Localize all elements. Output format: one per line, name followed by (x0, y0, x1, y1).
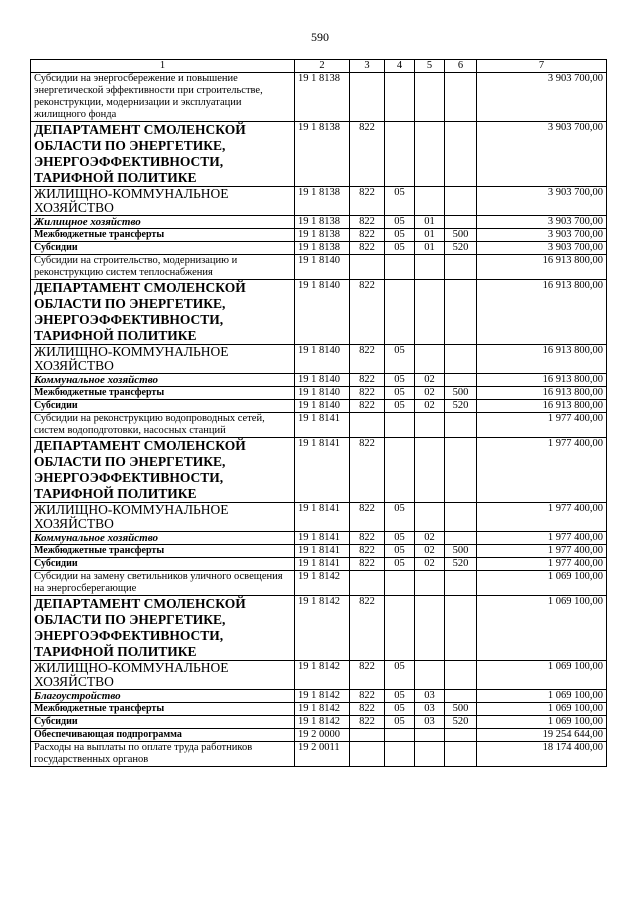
row-name-cell: ЖИЛИЩНО-КОММУНАЛЬНОЕ ХОЗЯЙСТВО (31, 661, 295, 690)
amount-cell: 16 913 800,00 (477, 280, 607, 345)
target-article-code-cell: 19 1 8140 (295, 345, 350, 374)
expense-type-code-cell (445, 413, 477, 438)
amount-cell: 3 903 700,00 (477, 187, 607, 216)
subsection-code-cell (415, 729, 445, 742)
expense-type-code-cell (445, 345, 477, 374)
table-row (31, 716, 607, 729)
target-article-code-cell: 19 1 8141 (295, 413, 350, 438)
row-name-cell: Межбюджетные трансферты (31, 387, 295, 400)
expense-type-code-cell (445, 438, 477, 503)
section-code-cell: 05 (385, 545, 415, 558)
department-code-cell: 822 (350, 187, 385, 216)
table-row (31, 503, 607, 532)
expense-type-code-cell: 500 (445, 703, 477, 716)
expense-type-code-cell (445, 374, 477, 387)
table-row (31, 187, 607, 216)
amount-cell: 1 069 100,00 (477, 661, 607, 690)
department-code-cell (350, 729, 385, 742)
target-article-code-cell: 19 1 8138 (295, 216, 350, 229)
table-row (31, 545, 607, 558)
subsection-code-cell: 03 (415, 690, 445, 703)
table-row (31, 73, 607, 122)
target-article-code-cell: 19 1 8141 (295, 532, 350, 545)
column-header: 6 (445, 60, 477, 73)
expense-type-code-cell: 520 (445, 716, 477, 729)
amount-cell: 1 069 100,00 (477, 571, 607, 596)
table-row (31, 387, 607, 400)
subsection-code-cell (415, 413, 445, 438)
table-row (31, 571, 607, 596)
subsection-code-cell: 02 (415, 387, 445, 400)
row-name-cell: Обеспечивающая подпрограмма (31, 729, 295, 742)
subsection-code-cell (415, 122, 445, 187)
expense-type-code-cell (445, 255, 477, 280)
target-article-code-cell: 19 1 8142 (295, 661, 350, 690)
expense-type-code-cell (445, 187, 477, 216)
section-code-cell: 05 (385, 387, 415, 400)
amount-cell: 16 913 800,00 (477, 400, 607, 413)
row-name-cell: ДЕПАРТАМЕНТ СМОЛЕНСКОЙ ОБЛАСТИ ПО ЭНЕРГЕТИКЕ, ЭНЕРГОЭФФЕКТИВНОСТИ, ТАРИФНОЙ ПОЛИТИКЕ (31, 596, 295, 661)
section-code-cell: 05 (385, 503, 415, 532)
amount-cell: 16 913 800,00 (477, 374, 607, 387)
subsection-code-cell: 03 (415, 703, 445, 716)
expense-type-code-cell (445, 122, 477, 187)
subsection-code-cell: 01 (415, 216, 445, 229)
subsection-code-cell (415, 438, 445, 503)
department-code-cell: 822 (350, 596, 385, 661)
department-code-cell (350, 742, 385, 767)
table-row (31, 216, 607, 229)
department-code-cell (350, 255, 385, 280)
table-row (31, 255, 607, 280)
budget-table (30, 59, 607, 767)
section-code-cell: 05 (385, 216, 415, 229)
section-code-cell (385, 729, 415, 742)
target-article-code-cell: 19 2 0011 (295, 742, 350, 767)
target-article-code-cell: 19 1 8138 (295, 73, 350, 122)
section-code-cell (385, 73, 415, 122)
department-code-cell: 822 (350, 122, 385, 187)
table-row (31, 690, 607, 703)
amount-cell: 18 174 400,00 (477, 742, 607, 767)
page-number: 590 (311, 30, 329, 44)
header-row (31, 60, 607, 73)
table-row (31, 345, 607, 374)
table-row (31, 729, 607, 742)
target-article-code-cell: 19 2 0000 (295, 729, 350, 742)
section-code-cell: 05 (385, 716, 415, 729)
expense-type-code-cell (445, 280, 477, 345)
expense-type-code-cell (445, 690, 477, 703)
amount-cell: 3 903 700,00 (477, 122, 607, 187)
expense-type-code-cell (445, 73, 477, 122)
subsection-code-cell (415, 571, 445, 596)
target-article-code-cell: 19 1 8138 (295, 242, 350, 255)
amount-cell: 1 977 400,00 (477, 532, 607, 545)
row-name-cell: ЖИЛИЩНО-КОММУНАЛЬНОЕ ХОЗЯЙСТВО (31, 503, 295, 532)
section-code-cell (385, 438, 415, 503)
table-row (31, 661, 607, 690)
department-code-cell: 822 (350, 503, 385, 532)
row-name-cell: Субсидии (31, 558, 295, 571)
row-name-cell: Межбюджетные трансферты (31, 703, 295, 716)
target-article-code-cell: 19 1 8138 (295, 122, 350, 187)
section-code-cell: 05 (385, 345, 415, 374)
target-article-code-cell: 19 1 8138 (295, 229, 350, 242)
amount-cell: 19 254 644,00 (477, 729, 607, 742)
amount-cell: 1 977 400,00 (477, 558, 607, 571)
table-row (31, 413, 607, 438)
subsection-code-cell (415, 255, 445, 280)
table-body (31, 73, 607, 767)
department-code-cell: 822 (350, 345, 385, 374)
row-name-cell: Субсидии на энергосбережение и повышение энергетической эффективности при строительстве, реконструкции, модернизации и эксплуатации жилищного фонда (31, 73, 295, 122)
target-article-code-cell: 19 1 8142 (295, 716, 350, 729)
table-row (31, 558, 607, 571)
subsection-code-cell (415, 596, 445, 661)
subsection-code-cell: 02 (415, 532, 445, 545)
amount-cell: 16 913 800,00 (477, 387, 607, 400)
row-name-cell: ЖИЛИЩНО-КОММУНАЛЬНОЕ ХОЗЯЙСТВО (31, 187, 295, 216)
section-code-cell: 05 (385, 374, 415, 387)
expense-type-code-cell (445, 742, 477, 767)
column-header: 1 (31, 60, 295, 73)
department-code-cell: 822 (350, 438, 385, 503)
amount-cell: 1 069 100,00 (477, 690, 607, 703)
subsection-code-cell: 03 (415, 716, 445, 729)
subsection-code-cell (415, 503, 445, 532)
subsection-code-cell: 02 (415, 400, 445, 413)
subsection-code-cell (415, 73, 445, 122)
department-code-cell: 822 (350, 374, 385, 387)
section-code-cell: 05 (385, 661, 415, 690)
expense-type-code-cell: 500 (445, 545, 477, 558)
row-name-cell: Жилищное хозяйство (31, 216, 295, 229)
amount-cell: 1 069 100,00 (477, 596, 607, 661)
section-code-cell: 05 (385, 187, 415, 216)
table-row (31, 280, 607, 345)
expense-type-code-cell (445, 661, 477, 690)
target-article-code-cell: 19 1 8140 (295, 387, 350, 400)
column-header: 3 (350, 60, 385, 73)
section-code-cell: 05 (385, 558, 415, 571)
subsection-code-cell (415, 187, 445, 216)
table-row (31, 374, 607, 387)
row-name-cell: Коммунальное хозяйство (31, 374, 295, 387)
row-name-cell: Коммунальное хозяйство (31, 532, 295, 545)
department-code-cell: 822 (350, 716, 385, 729)
subsection-code-cell: 02 (415, 558, 445, 571)
section-code-cell (385, 596, 415, 661)
amount-cell: 1 977 400,00 (477, 545, 607, 558)
department-code-cell: 822 (350, 545, 385, 558)
section-code-cell: 05 (385, 690, 415, 703)
table-row (31, 596, 607, 661)
subsection-code-cell: 02 (415, 545, 445, 558)
subsection-code-cell (415, 280, 445, 345)
subsection-code-cell (415, 661, 445, 690)
amount-cell: 3 903 700,00 (477, 229, 607, 242)
subsection-code-cell (415, 742, 445, 767)
section-code-cell (385, 413, 415, 438)
row-name-cell: Благоустройство (31, 690, 295, 703)
column-header: 2 (295, 60, 350, 73)
expense-type-code-cell (445, 532, 477, 545)
department-code-cell: 822 (350, 703, 385, 716)
target-article-code-cell: 19 1 8142 (295, 703, 350, 716)
target-article-code-cell: 19 1 8138 (295, 187, 350, 216)
section-code-cell (385, 280, 415, 345)
department-code-cell: 822 (350, 558, 385, 571)
row-name-cell: Субсидии на реконструкцию водопроводных сетей, систем водоподготовки, насосных станций (31, 413, 295, 438)
table-row (31, 229, 607, 242)
target-article-code-cell: 19 1 8140 (295, 400, 350, 413)
row-name-cell: Межбюджетные трансферты (31, 545, 295, 558)
target-article-code-cell: 19 1 8140 (295, 255, 350, 280)
department-code-cell: 822 (350, 216, 385, 229)
department-code-cell (350, 413, 385, 438)
target-article-code-cell: 19 1 8140 (295, 374, 350, 387)
row-name-cell: Субсидии (31, 242, 295, 255)
expense-type-code-cell: 520 (445, 242, 477, 255)
row-name-cell: ЖИЛИЩНО-КОММУНАЛЬНОЕ ХОЗЯЙСТВО (31, 345, 295, 374)
expense-type-code-cell (445, 729, 477, 742)
expense-type-code-cell: 500 (445, 229, 477, 242)
row-name-cell: ДЕПАРТАМЕНТ СМОЛЕНСКОЙ ОБЛАСТИ ПО ЭНЕРГЕТИКЕ, ЭНЕРГОЭФФЕКТИВНОСТИ, ТАРИФНОЙ ПОЛИТИКЕ (31, 122, 295, 187)
amount-cell: 3 903 700,00 (477, 216, 607, 229)
section-code-cell: 05 (385, 703, 415, 716)
expense-type-code-cell: 520 (445, 558, 477, 571)
expense-type-code-cell: 520 (445, 400, 477, 413)
table-row (31, 438, 607, 503)
amount-cell: 1 069 100,00 (477, 703, 607, 716)
department-code-cell: 822 (350, 690, 385, 703)
section-code-cell: 05 (385, 229, 415, 242)
department-code-cell: 822 (350, 280, 385, 345)
section-code-cell: 05 (385, 242, 415, 255)
amount-cell: 1 977 400,00 (477, 503, 607, 532)
row-name-cell: Субсидии (31, 400, 295, 413)
target-article-code-cell: 19 1 8142 (295, 690, 350, 703)
department-code-cell: 822 (350, 387, 385, 400)
amount-cell: 16 913 800,00 (477, 255, 607, 280)
table-row (31, 400, 607, 413)
expense-type-code-cell (445, 216, 477, 229)
amount-cell: 1 977 400,00 (477, 413, 607, 438)
section-code-cell: 05 (385, 400, 415, 413)
table-row (31, 242, 607, 255)
amount-cell: 3 903 700,00 (477, 242, 607, 255)
subsection-code-cell (415, 345, 445, 374)
section-code-cell (385, 742, 415, 767)
section-code-cell: 05 (385, 532, 415, 545)
subsection-code-cell: 01 (415, 229, 445, 242)
expense-type-code-cell (445, 596, 477, 661)
department-code-cell (350, 73, 385, 122)
column-header: 7 (477, 60, 607, 73)
department-code-cell (350, 571, 385, 596)
row-name-cell: ДЕПАРТАМЕНТ СМОЛЕНСКОЙ ОБЛАСТИ ПО ЭНЕРГЕТИКЕ, ЭНЕРГОЭФФЕКТИВНОСТИ, ТАРИФНОЙ ПОЛИТИКЕ (31, 438, 295, 503)
section-code-cell (385, 571, 415, 596)
expense-type-code-cell: 500 (445, 387, 477, 400)
department-code-cell: 822 (350, 400, 385, 413)
table-row (31, 122, 607, 187)
target-article-code-cell: 19 1 8141 (295, 558, 350, 571)
target-article-code-cell: 19 1 8140 (295, 280, 350, 345)
row-name-cell: ДЕПАРТАМЕНТ СМОЛЕНСКОЙ ОБЛАСТИ ПО ЭНЕРГЕТИКЕ, ЭНЕРГОЭФФЕКТИВНОСТИ, ТАРИФНОЙ ПОЛИТИКЕ (31, 280, 295, 345)
row-name-cell: Субсидии на замену светильников уличного освещения на энергосберегающие (31, 571, 295, 596)
amount-cell: 1 977 400,00 (477, 438, 607, 503)
column-header: 5 (415, 60, 445, 73)
target-article-code-cell: 19 1 8141 (295, 503, 350, 532)
row-name-cell: Субсидии (31, 716, 295, 729)
amount-cell: 16 913 800,00 (477, 345, 607, 374)
expense-type-code-cell (445, 503, 477, 532)
target-article-code-cell: 19 1 8142 (295, 571, 350, 596)
amount-cell: 3 903 700,00 (477, 73, 607, 122)
department-code-cell: 822 (350, 242, 385, 255)
department-code-cell: 822 (350, 532, 385, 545)
amount-cell: 1 069 100,00 (477, 716, 607, 729)
section-code-cell (385, 122, 415, 187)
department-code-cell: 822 (350, 229, 385, 242)
target-article-code-cell: 19 1 8142 (295, 596, 350, 661)
section-code-cell (385, 255, 415, 280)
target-article-code-cell: 19 1 8141 (295, 545, 350, 558)
row-name-cell: Субсидии на строительство, модернизацию и реконструкцию систем теплоснабжения (31, 255, 295, 280)
table-row (31, 703, 607, 716)
column-header: 4 (385, 60, 415, 73)
row-name-cell: Расходы на выплаты по оплате труда работников государственных органов (31, 742, 295, 767)
table-row (31, 742, 607, 767)
table-row (31, 532, 607, 545)
subsection-code-cell: 02 (415, 374, 445, 387)
department-code-cell: 822 (350, 661, 385, 690)
expense-type-code-cell (445, 571, 477, 596)
subsection-code-cell: 01 (415, 242, 445, 255)
row-name-cell: Межбюджетные трансферты (31, 229, 295, 242)
target-article-code-cell: 19 1 8141 (295, 438, 350, 503)
